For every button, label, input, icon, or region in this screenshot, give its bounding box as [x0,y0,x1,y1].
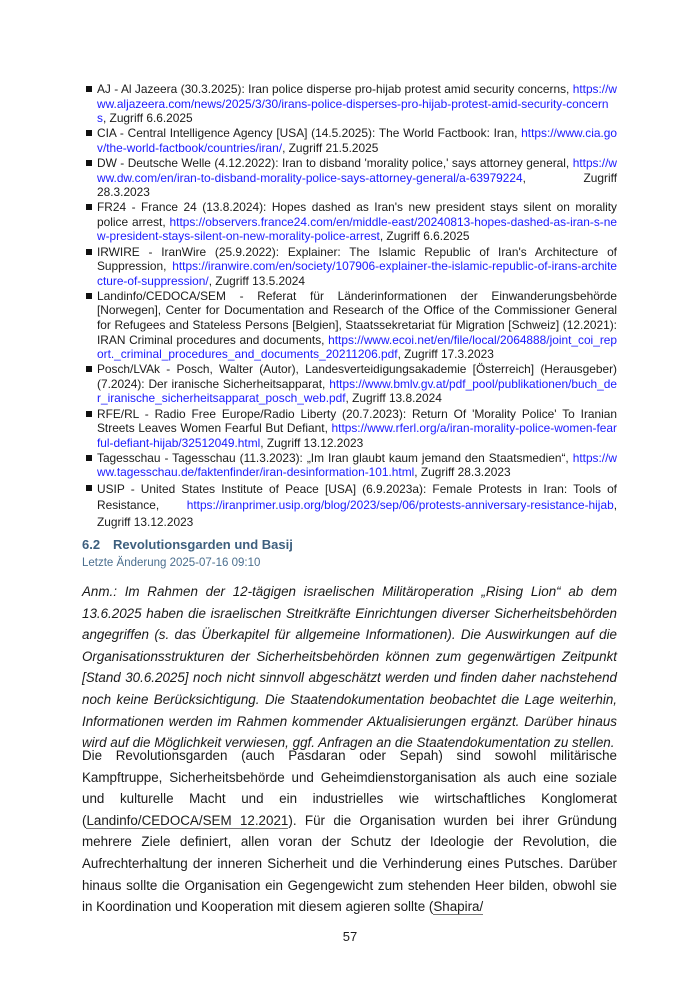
reference-access-date: , Zugriff 28.3.2023 [414,465,511,480]
reference-access-date: , Zugriff 13.8.2024 [345,391,442,406]
section-title: Revolutionsgarden und Basij [113,537,293,552]
reference-access-date: , Zugriff 13.12.2023 [260,435,364,450]
reference-link[interactable]: https://www.cia.gov/the-world-factbook/countries/iran/ [97,126,617,155]
reference-text: RFE/RL - Radio Free Europe/Radio Liberty (20.7.2023): Return Of 'Morality Police' To Iranian Streets Leaves Women Fearful But Defiant, [97,406,617,436]
reference-item [82,481,617,531]
reference-access-date: , Zugriff 28.3.2023 [97,170,617,200]
reference-access-date: , Zugriff 21.5.2025 [282,140,379,155]
reference-text: DW - Deutsche Welle (4.12.2022): Iran to disband 'morality police,' says attorney general, [97,155,573,170]
reference-text: CIA - Central Intelligence Agency [USA] (14.5.2025): The World Factbook: Iran, [97,126,522,141]
reference-access-date: , Zugriff 13.12.2023 [97,498,617,529]
bullet-icon [86,411,92,417]
reference-text: USIP - United States Institute of Peace [USA] (6.9.2023a): Female Protests in Iran: Tools of Resistance, [97,481,617,513]
reference-access-date: , Zugriff 6.6.2025 [379,229,470,244]
reference-link[interactable]: https://www.ecoi.net/en/file/local/2064888/joint_coi_report._criminal_procedures_and_documents_20211206.pdf [97,332,617,362]
reference-access-date: , Zugriff 6.6.2025 [102,111,193,126]
reference-list [82,82,617,531]
bullet-icon [86,485,92,491]
reference-item [82,245,617,289]
reference-link[interactable]: https://www.tagesschau.de/faktenfinder/iran-desinformation-101.html [97,450,617,480]
reference-link[interactable]: https://iranwire.com/en/society/107906-explainer-the-islamic-republic-of-irans-architecture-of-suppression/ [97,259,617,288]
reference-text: Tagesschau - Tagesschau (11.3.2023): „Im Iran glaubt kaum jemand den Staatsmedien“, [97,450,573,465]
reference-link[interactable]: https://www.bmlv.gv.at/pdf_pool/publikationen/buch_der_iranische_sicherheitsapparat_posch_web.pdf [97,376,617,406]
editorial-note: Anm.: Im Rahmen der 12-tägigen israelischen Militäroperation „Rising Lion“ ab dem 13.6.2025 haben die israelischen Streitkräfte Einrichtungen diverser Sicherheitsbehörden angegriffen (s. das Überkapitel für allgemeine Informationen). Die Auswirkungen auf die Organisationsstrukturen der Sicherheitsbehörden können zum gegenwärtigen Zeitpunkt [Stand 30.6.2025] noch nicht sinnvoll abgeschätzt werden und finden daher nachstehend noch keine Berücksichtigung. Die Staatendokumentation beobachtet die Lage weiterhin, Informationen werden im Rahmen kommender Aktualisierungen ergänzt. Darüber hinaus wird auf die Möglichkeit verwiesen, ggf. Anfragen an die Staatendokumentation zu stellen. [82,584,617,751]
reference-item [82,82,617,126]
bullet-icon [86,366,92,372]
bullet-icon [86,86,92,92]
reference-text: Posch/LVAk - Posch, Walter (Autor), Landesverteidigungsakademie [Österreich] (Herausgeber) (7.2024): Der iranische Sicherheitsapparat, [97,362,617,391]
reference-item [82,156,617,200]
bullet-icon [86,130,92,136]
section-number: 6.2 [82,537,101,552]
bullet-icon [86,293,92,299]
reference-access-date: , Zugriff 17.3.2023 [397,347,494,362]
reference-link[interactable]: https://iranprimer.usip.org/blog/2023/sep/06/protests-anniversary-resistance-hijab [186,498,614,513]
bullet-icon [86,249,92,255]
reference-item [82,126,617,155]
reference-item [82,451,617,480]
paragraph-text: Die Revolutionsgarden (auch Pasdaran oder Sepah) sind sowohl militärische Kampftruppe, Sicherheitsbehörde und Geheimdienstorganisation als auch eine soziale und kulturelle Macht und ein industrielles wie wirtschaftliches Konglomerat ( [82,748,617,828]
citation-link[interactable]: Shapira/ [433,899,484,915]
reference-access-date: , Zugriff 13.5.2024 [208,273,305,288]
reference-link[interactable]: https://www.rferl.org/a/iran-morality-police-women-fearful-defiant-hijab/32512049.html [97,421,617,450]
bullet-icon [86,204,92,210]
reference-item [82,407,617,451]
section-heading [82,537,293,552]
reference-text: IRWIRE - IranWire (25.9.2022): Explainer: The Islamic Republic of Iran's Architecture of Suppression, [97,244,617,274]
citation-link[interactable]: Landinfo/CEDOCA/SEM 12.2021 [86,812,289,828]
reference-link[interactable]: https://observers.france24.com/en/middle-east/20240813-hopes-dashed-as-iran-s-new-president-stays-silent-on-new-morality-police-arrest [97,214,617,244]
page-number: 57 [342,929,358,944]
bullet-icon [86,160,92,166]
reference-text: FR24 - France 24 (13.8.2024): Hopes dashed as Iran's new president stays silent on morality police arrest, [97,200,617,229]
body-paragraph [82,745,617,918]
bullet-icon [86,455,92,461]
reference-text: Landinfo/CEDOCA/SEM - Referat für Länderinformationen der Einwanderungsbehörde [Norwegen], Center for Documentation and Research of the Office of the Commissioner General for Refugees and Stateless Persons [Belgien], Staatssekretariat für Migration [Schweiz] (12.2021): IRAN Criminal procedures and documents, [97,288,617,347]
reference-item [82,289,617,362]
reference-item [82,362,617,406]
reference-link[interactable]: https://www.aljazeera.com/news/2025/3/30/irans-police-disperses-pro-hijab-protest-amid-security-concerns [97,82,617,126]
reference-item [82,200,617,244]
paragraph-text: ). Für die Organisation wurden bei ihrer Gründung mehrere Ziele definiert, allen voran der Schutz der Ideologie der Revolution, die Aufrechterhaltung der inneren Sicherheit und die Verhinderung eines Putsches. Darüber hinaus sollte die Organisation ein Gegengewicht zum stehenden Heer bilden, obwohl sie in Koordination und Kooperation mit diesem agieren sollte ( [82,812,617,915]
reference-link[interactable]: https://www.dw.com/en/iran-to-disband-morality-police-says-attorney-general/a-63979224 [97,155,617,185]
reference-text: AJ - Al Jazeera (30.3.2025): Iran police disperse pro-hijab protest amid security concerns, [97,82,573,96]
last-modified-date: Letzte Änderung 2025-07-16 09:10 [82,557,261,569]
